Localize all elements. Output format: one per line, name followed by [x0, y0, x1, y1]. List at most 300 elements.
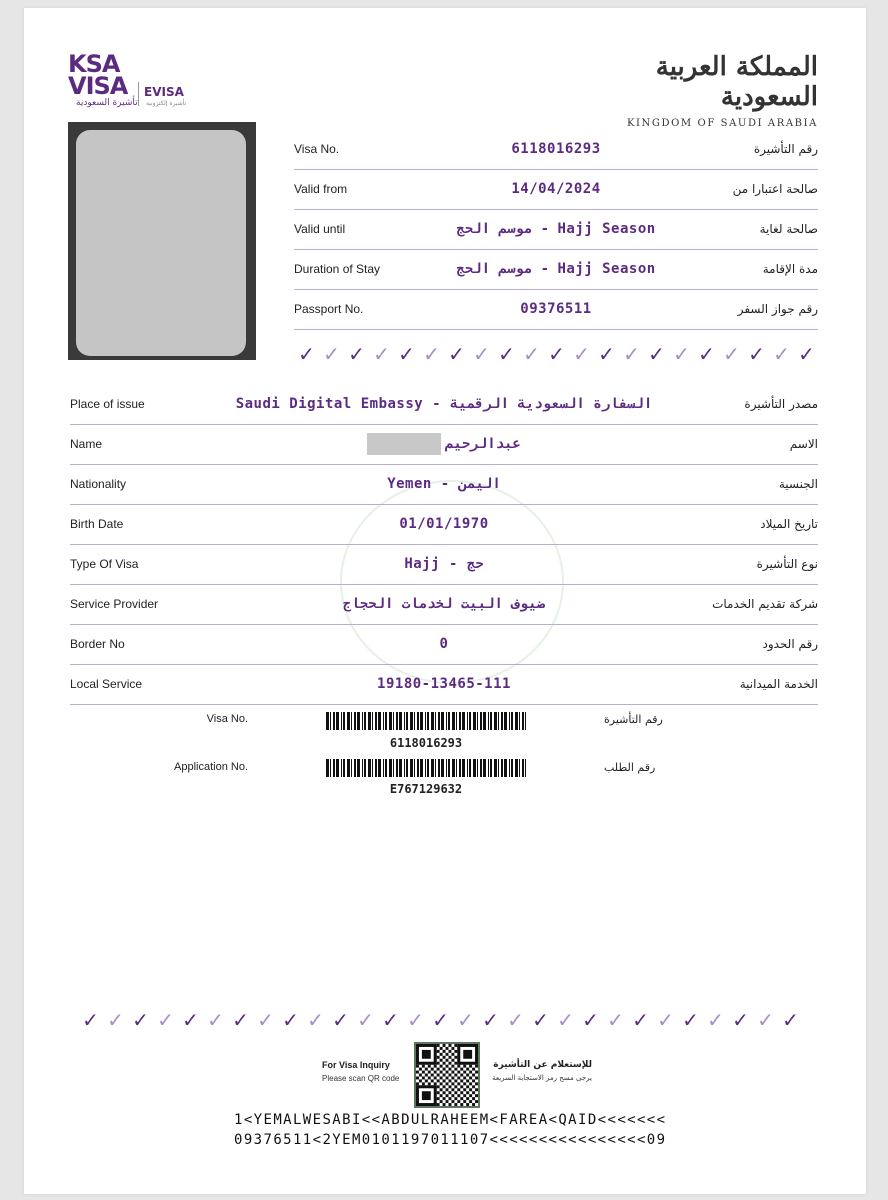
- barcode-bar: [385, 712, 387, 730]
- qr-module: [457, 1071, 460, 1074]
- qr-module: [440, 1071, 443, 1074]
- qr-module: [448, 1085, 451, 1088]
- field-label-en: Duration of Stay: [294, 262, 381, 276]
- qr-module: [443, 1103, 446, 1106]
- barcode-label-en: Application No.: [174, 761, 248, 773]
- barcode-bar: [498, 712, 499, 730]
- logo-visa-text: VISA: [68, 72, 128, 100]
- barcode-number: E767129632: [389, 782, 463, 796]
- barcode-bar: [351, 712, 352, 730]
- barcode-bar: [469, 712, 471, 730]
- barcode-bar: [406, 759, 408, 777]
- qr-module: [475, 1100, 478, 1103]
- field-label-ar: نوع التأشيرة: [756, 557, 818, 571]
- qr-module: [434, 1076, 437, 1079]
- qr-module: [440, 1059, 443, 1062]
- qr-module: [443, 1074, 446, 1077]
- qr-module: [451, 1076, 454, 1079]
- qr-module: [460, 1097, 463, 1100]
- field-value: 01/01/1970: [399, 516, 489, 532]
- field-label-en: Type Of Visa: [70, 557, 139, 571]
- check-mark-icon: ✓: [82, 1008, 99, 1032]
- qr-module: [460, 1074, 463, 1077]
- field-value: 19180-13465-111: [377, 676, 511, 692]
- barcode-bar: [519, 759, 520, 777]
- qr-module: [466, 1097, 469, 1100]
- barcode-bar: [383, 759, 384, 777]
- check-mark-icon: ✓: [732, 1008, 749, 1032]
- check-mark-icon: ✓: [657, 1008, 674, 1032]
- qr-module: [460, 1068, 463, 1071]
- qr-module: [437, 1074, 440, 1077]
- field-label-en: Local Service: [70, 677, 143, 691]
- mrz-line-2: 09376511<2YEM0101197011107<<<<<<<<<<<<<<<<09: [234, 1132, 667, 1148]
- qr-module: [416, 1076, 419, 1079]
- qr-module: [451, 1071, 454, 1074]
- barcode-bar: [393, 759, 394, 777]
- barcode-bar: [399, 759, 402, 777]
- qr-module: [454, 1085, 457, 1088]
- field-label-ar: مصدر التأشيرة: [744, 397, 818, 411]
- barcode-bar: [522, 759, 524, 777]
- qr-module: [454, 1044, 457, 1047]
- check-mark-icon: ✓: [798, 342, 815, 366]
- qr-module: [454, 1050, 457, 1053]
- qr-module: [463, 1071, 466, 1074]
- qr-module: [469, 1100, 472, 1103]
- field-label-en: Passport No.: [294, 302, 364, 316]
- barcode-bar: [469, 759, 471, 777]
- qr-module: [431, 1074, 434, 1077]
- check-mark-icon: ✓: [382, 1008, 399, 1032]
- logo-arabic-text: تأشيرة السعودية: [76, 98, 138, 108]
- barcode-bar: [357, 759, 360, 777]
- field-label-ar: رقم التأشيرة: [753, 142, 818, 156]
- barcode-bar: [488, 759, 489, 777]
- qr-module: [446, 1094, 449, 1097]
- qr-module: [454, 1097, 457, 1100]
- qr-module: [437, 1056, 440, 1059]
- barcode-bar: [483, 759, 486, 777]
- qr-module: [437, 1091, 440, 1094]
- barcode-bar: [330, 759, 331, 777]
- field-label-ar: الجنسية: [778, 477, 818, 491]
- qr-module: [451, 1094, 454, 1097]
- barcode-bar: [343, 712, 345, 730]
- field-label-ar: الخدمة الميدانية: [739, 677, 818, 691]
- qr-module: [422, 1076, 425, 1079]
- qr-module: [440, 1100, 443, 1103]
- barcode-bar: [336, 712, 339, 730]
- qr-module: [451, 1088, 454, 1091]
- barcode-bar: [525, 759, 526, 777]
- barcode-bar: [414, 712, 415, 730]
- barcode-bar: [435, 712, 436, 730]
- field-label-ar: صالحة اعتبارا من: [732, 182, 818, 196]
- qr-module: [472, 1085, 475, 1088]
- field-label-en: Valid from: [294, 182, 348, 196]
- barcode-bar: [522, 712, 524, 730]
- qr-module: [457, 1065, 460, 1068]
- check-mark-icon: ✓: [748, 342, 765, 366]
- field-row-visa-no: [294, 129, 818, 170]
- qr-module: [443, 1085, 446, 1088]
- qr-module: [469, 1071, 472, 1074]
- barcode-bar: [362, 759, 363, 777]
- field-label-en: Nationality: [70, 477, 127, 491]
- qr-module: [454, 1056, 457, 1059]
- qr-module: [460, 1085, 463, 1088]
- barcode-bar: [427, 712, 429, 730]
- field-value: موسم الحج - Hajj Season: [456, 261, 656, 277]
- check-mark-icon: ✓: [107, 1008, 124, 1032]
- qr-module: [463, 1100, 466, 1103]
- check-mark-icon: ✓: [773, 342, 790, 366]
- qr-module: [466, 1085, 469, 1088]
- check-mark-icon: ✓: [357, 1008, 374, 1032]
- qr-module: [472, 1079, 475, 1082]
- barcode-bar: [364, 712, 366, 730]
- barcode-bar: [501, 712, 503, 730]
- field-row-place-of-issue: [70, 384, 818, 425]
- qr-module: [469, 1082, 472, 1085]
- barcode-bar: [462, 712, 465, 730]
- barcode-bar: [498, 759, 499, 777]
- field-label-en: Border No: [70, 637, 125, 651]
- qr-module: [437, 1079, 440, 1082]
- barcode-bar: [480, 712, 482, 730]
- check-mark-icon: ✓: [232, 1008, 249, 1032]
- barcode-bar: [347, 759, 350, 777]
- qr-module: [437, 1085, 440, 1088]
- qr-module: [463, 1088, 466, 1091]
- qr-module: [428, 1065, 431, 1068]
- field-row-name: [70, 424, 818, 465]
- field-label-ar: رقم جواز السفر: [737, 302, 818, 316]
- check-mark-icon: ✓: [298, 342, 315, 366]
- barcode-bar: [446, 712, 447, 730]
- qr-module: [475, 1082, 478, 1085]
- qr-module: [443, 1056, 446, 1059]
- check-mark-icon: ✓: [282, 1008, 299, 1032]
- barcode-bar: [389, 759, 392, 777]
- check-mark-icon: ✓: [757, 1008, 774, 1032]
- qr-module: [431, 1068, 434, 1071]
- barcode-bars: [326, 759, 526, 777]
- qr-module: [440, 1047, 443, 1050]
- barcode-bar: [427, 759, 429, 777]
- photo-redaction: [76, 130, 246, 356]
- check-mark-icon: ✓: [698, 342, 715, 366]
- check-mark-icon: ✓: [557, 1008, 574, 1032]
- barcode-bar: [372, 712, 373, 730]
- check-mark-icon: ✓: [423, 342, 440, 366]
- check-mark-band-top: [294, 342, 819, 366]
- barcode-bar: [393, 712, 394, 730]
- barcode-bar: [389, 712, 392, 730]
- barcode-bar: [477, 759, 478, 777]
- qr-module: [475, 1076, 478, 1079]
- qr-module: [425, 1074, 428, 1077]
- barcode-bar: [396, 759, 398, 777]
- barcode-bar: [462, 759, 465, 777]
- qr-module: [437, 1097, 440, 1100]
- check-mark-icon: ✓: [573, 342, 590, 366]
- check-mark-icon: ✓: [432, 1008, 449, 1032]
- qr-module: [437, 1044, 440, 1047]
- barcode-bar: [490, 712, 492, 730]
- evisa-text: EVISA: [144, 85, 184, 99]
- evisa-arabic-text: تأشيرة إلكترونية: [146, 100, 187, 107]
- check-mark-icon: ✓: [348, 342, 365, 366]
- field-label-en: Service Provider: [70, 597, 159, 611]
- qr-module: [460, 1103, 463, 1106]
- qr-module: [466, 1091, 469, 1094]
- check-mark-icon: ✓: [498, 342, 515, 366]
- barcode-bar: [336, 759, 339, 777]
- qr-module: [443, 1050, 446, 1053]
- qr-module: [475, 1088, 478, 1091]
- barcode-bar: [425, 759, 426, 777]
- qr-module: [446, 1065, 449, 1068]
- barcode-bar: [343, 759, 345, 777]
- check-mark-icon: ✓: [132, 1008, 149, 1032]
- check-mark-icon: ✓: [257, 1008, 274, 1032]
- qr-module: [454, 1062, 457, 1065]
- qr-module: [448, 1091, 451, 1094]
- field-value: ضيوف البيت لخدمات الحجاج: [342, 596, 546, 612]
- qr-module: [454, 1074, 457, 1077]
- barcode-bar: [330, 712, 331, 730]
- field-row-valid-until: [294, 209, 818, 250]
- qr-module: [451, 1059, 454, 1062]
- barcode-bars: [326, 712, 526, 730]
- qr-module: [440, 1076, 443, 1079]
- barcode-bar: [509, 712, 510, 730]
- qr-module: [446, 1059, 449, 1062]
- qr-module: [448, 1074, 451, 1077]
- qr-module: [454, 1091, 457, 1094]
- qr-module: [472, 1091, 475, 1094]
- barcode-bar: [441, 759, 444, 777]
- qr-module: [466, 1079, 469, 1082]
- qr-module: [457, 1082, 460, 1085]
- field-label-ar: شركة تقديم الخدمات: [712, 597, 818, 611]
- field-label-en: Place of issue: [70, 397, 145, 411]
- check-mark-icon: ✓: [523, 342, 540, 366]
- logo-divider: [138, 82, 139, 106]
- qr-module: [469, 1094, 472, 1097]
- qr-module: [416, 1065, 419, 1068]
- check-mark-icon: ✓: [207, 1008, 224, 1032]
- barcode-bar: [511, 759, 513, 777]
- qr-module: [440, 1082, 443, 1085]
- qr-module: [475, 1065, 478, 1068]
- check-mark-icon: ✓: [373, 342, 390, 366]
- field-value: 6118016293: [511, 141, 601, 157]
- barcode-label-ar: رقم التأشيرة: [604, 713, 663, 726]
- qr-code[interactable]: [414, 1042, 480, 1108]
- barcode-bar: [515, 759, 518, 777]
- barcode-bar: [326, 759, 329, 777]
- field-value-wrapper: [70, 433, 818, 455]
- barcode-bar: [438, 712, 440, 730]
- qr-module: [448, 1097, 451, 1100]
- check-mark-icon: ✓: [707, 1008, 724, 1032]
- barcode-bar: [333, 759, 335, 777]
- qr-inquiry: [322, 1042, 592, 1102]
- barcode-bar: [519, 712, 520, 730]
- field-value: Yemen - اليمن: [387, 476, 501, 492]
- check-mark-icon: ✓: [307, 1008, 324, 1032]
- barcode-bar: [511, 712, 513, 730]
- barcode-bar: [452, 712, 455, 730]
- barcode-bar: [473, 759, 476, 777]
- barcode-bar: [417, 759, 419, 777]
- barcode-bar: [515, 712, 518, 730]
- field-value: Hajj - حج: [404, 556, 484, 572]
- barcode-bar: [494, 712, 497, 730]
- qr-module: [446, 1047, 449, 1050]
- qr-module: [451, 1053, 454, 1056]
- field-label-ar: الاسم: [789, 437, 818, 451]
- qr-module: [463, 1065, 466, 1068]
- kingdom-english: KINGDOM OF SAUDI ARABIA: [626, 118, 818, 129]
- barcode-bar: [399, 712, 402, 730]
- qr-module: [463, 1082, 466, 1085]
- qr-module: [466, 1103, 469, 1106]
- check-mark-icon: ✓: [607, 1008, 624, 1032]
- qr-module: [428, 1071, 431, 1074]
- check-mark-icon: ✓: [682, 1008, 699, 1032]
- barcode-bar: [467, 712, 468, 730]
- qr-module: [443, 1091, 446, 1094]
- qr-module: [454, 1103, 457, 1106]
- qr-module: [434, 1065, 437, 1068]
- field-label-en: Visa No.: [294, 142, 340, 156]
- kingdom-header: [598, 52, 818, 129]
- field-value: 09376511: [520, 301, 592, 317]
- qr-module: [440, 1053, 443, 1056]
- qr-module: [463, 1050, 472, 1059]
- qr-module: [448, 1068, 451, 1071]
- barcode-bar: [441, 712, 444, 730]
- barcode-bar: [351, 759, 352, 777]
- barcode-bar: [406, 712, 408, 730]
- barcode-bar: [333, 712, 335, 730]
- barcode-bar: [354, 759, 356, 777]
- check-mark-icon: ✓: [598, 342, 615, 366]
- qr-module: [434, 1082, 437, 1085]
- qr-module: [448, 1044, 451, 1047]
- check-mark-icon: ✓: [782, 1008, 799, 1032]
- qr-label-ar: للإستعلام عن التأشيرة: [493, 1060, 592, 1070]
- qr-module: [422, 1091, 431, 1100]
- barcode-bar: [420, 712, 423, 730]
- barcode-bar: [326, 712, 329, 730]
- field-value: عبدالرحيم: [445, 436, 521, 452]
- qr-module: [448, 1062, 451, 1065]
- check-mark-icon: ✓: [407, 1008, 424, 1032]
- name-redaction: [367, 433, 441, 455]
- qr-module: [446, 1082, 449, 1085]
- field-label-ar: رقم الحدود: [762, 637, 818, 651]
- qr-module: [454, 1079, 457, 1082]
- qr-module: [457, 1094, 460, 1097]
- mrz-line-1: 1<YEMALWESABI<<ABDULRAHEEM<FAREA<QAID<<<<<<<: [234, 1112, 667, 1128]
- qr-module: [437, 1050, 440, 1053]
- barcode-bar: [378, 712, 381, 730]
- barcode-bar: [414, 759, 415, 777]
- qr-module: [419, 1074, 422, 1077]
- check-mark-icon: ✓: [582, 1008, 599, 1032]
- qr-module: [443, 1097, 446, 1100]
- check-mark-icon: ✓: [332, 1008, 349, 1032]
- check-mark-icon: ✓: [398, 342, 415, 366]
- kingdom-arabic: المملكة العربية السعودية: [655, 52, 818, 112]
- qr-label-en: For Visa Inquiry: [322, 1060, 390, 1070]
- barcode-bar: [525, 712, 526, 730]
- barcode-bar: [368, 712, 371, 730]
- barcode-bar: [404, 712, 405, 730]
- check-mark-icon: ✓: [157, 1008, 174, 1032]
- field-row-valid-from: [294, 169, 818, 210]
- check-mark-icon: ✓: [632, 1008, 649, 1032]
- qr-module: [437, 1062, 440, 1065]
- qr-module: [428, 1076, 431, 1079]
- qr-module: [448, 1079, 451, 1082]
- barcode-bar: [347, 712, 350, 730]
- barcode-bar: [509, 759, 510, 777]
- qr-module: [454, 1068, 457, 1071]
- barcode-bar: [501, 759, 503, 777]
- barcode-bar: [490, 759, 492, 777]
- qr-module: [422, 1050, 431, 1059]
- barcode-bar: [504, 712, 507, 730]
- field-value: 14/04/2024: [511, 181, 601, 197]
- barcode-bar: [404, 759, 405, 777]
- qr-module: [457, 1088, 460, 1091]
- field-row-visa-type: [70, 544, 818, 585]
- qr-module: [460, 1079, 463, 1082]
- barcode-bar: [467, 759, 468, 777]
- field-value: 0: [439, 636, 449, 652]
- qr-module: [422, 1071, 425, 1074]
- qr-module: [466, 1068, 469, 1071]
- check-mark-icon: ✓: [473, 342, 490, 366]
- qr-module: [443, 1062, 446, 1065]
- qr-module: [440, 1065, 443, 1068]
- qr-module: [472, 1074, 475, 1077]
- qr-module: [451, 1082, 454, 1085]
- check-mark-icon: ✓: [507, 1008, 524, 1032]
- check-mark-icon: ✓: [648, 342, 665, 366]
- barcode-bar: [477, 712, 478, 730]
- barcode-bar: [396, 712, 398, 730]
- qr-module: [443, 1044, 446, 1047]
- barcode-number: 6118016293: [389, 736, 463, 750]
- qr-module: [472, 1103, 475, 1106]
- qr-module: [469, 1076, 472, 1079]
- field-value: Saudi Digital Embassy - السفارة السعودية الرقمية: [235, 396, 653, 412]
- qr-module: [448, 1050, 451, 1053]
- logo-ksa-text: KSA: [68, 50, 120, 78]
- qr-module: [451, 1065, 454, 1068]
- barcode-bar: [410, 759, 413, 777]
- barcode-bar: [473, 712, 476, 730]
- field-label-en: Birth Date: [70, 517, 124, 531]
- qr-module: [457, 1076, 460, 1079]
